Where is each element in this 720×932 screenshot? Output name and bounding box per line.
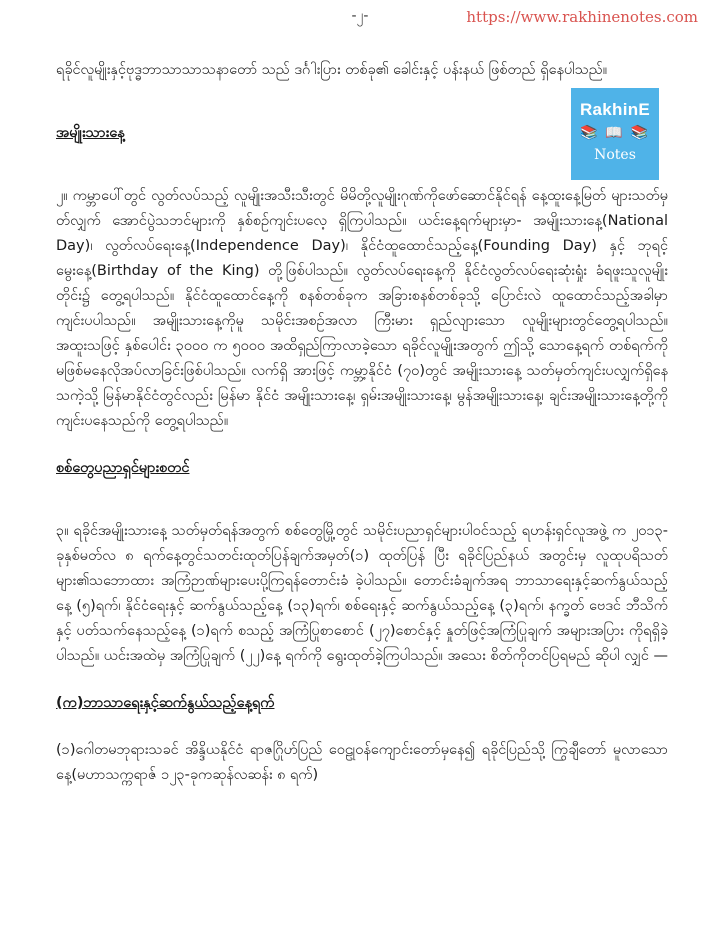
intro-paragraph: ရခိုင်လူမျိုးနှင့်ဗုဒ္ဓဘာသာသာသနာတော် သည် ဒင်္ဂါးပြား တစ်ခု၏ ခေါင်းနှင့် ပန်းနယ် ဖြစ်တည် ရှိနေပါသည်။ (56, 62, 608, 78)
logo-brand-text: RakhinE (579, 100, 651, 119)
section-heading-religious-days: (က)ဘာသာရေးနှင့်ဆက်နွယ်သည့်နေ့ရက် (56, 695, 275, 711)
paragraph-2: ၂။ ကမ္ဘာပေါ်တွင် လွတ်လပ်သည့် လူမျိုးအသီးသီးတွင် မိမိတို့လူမျိုးဂုဏ်ကိုဖော်ဆောင်နိုင်ရန် နေ့ထူးနေ့မြတ် များသတ်မှတ်လျှက် အောင်ပွဲသဘင်များကို နှစ်စဉ်ကျင်းပလေ့ ရှိကြပါသည်။ ယင်းနေ့ရက်များမှာ- အမျိုးသားနေ့(National Day)၊ လွတ်လပ်ရေးနေ့(Independence Day)၊ နိုင်ငံထူထောင်သည့်နေ့(Founding Day) နှင့် ဘုရင့်မွေးနေ့(Birthday of the King) တို့ဖြစ်ပါသည်။ လွတ်လပ်ရေးနေ့ကို နိုင်ငံလွတ်လပ်ရေးဆုံးရှုံး ခံရဖူးသူလူမျိုးတိုင်း၌ တွေ့ရပါသည်။ နိုင်ငံထူထောင်နေ့ကို စနစ်တစ်ခုက အခြားစနစ်တစ်ခုသို့ ပြောင်းလဲ ထူထောင်သည့်အခါမှာ ကျင်းပပါသည်။ အမျိုးသားနေ့ကိုမူ သမိုင်းအစဉ်အလာ ကြီးမား ရှည်လျားသော လူမျိုးများတွင်တွေ့ရပါသည်။ အထူးသဖြင့် နှစ်ပေါင်း ၃၀၀၀ က ၅၀၀၀ အထိရှည်ကြာလာခဲ့သော ရခိုင်လူမျိုးအတွက် ဤသို့ သောနေ့ရက် တစ်ရက်ကို မဖြစ်မနေလိုအပ်လာခြင်းဖြစ်ပါသည်။ လက်ရှိ အားဖြင့် ကမ္ဘာ့နိုင်ငံ (၇၀)တွင် အမျိုးသားနေ့ သတ်မှတ်ကျင်းပလျှက်ရှိနေသကဲ့သို့ မြန်မာနိုင်ငံတွင်လည်း မြန်မာ နိုင်ငံ အမျိုးသားနေ့၊ ရှမ်းအမျိုးသားနေ့၊ မွန်အမျိုးသားနေ့၊ ချင်းအမျိုးသားနေ့တို့ကို ကျင်းပနေသည်ကို တွေ့ရပါသည်။ (56, 188, 668, 429)
logo-sub-text: Notes (594, 147, 636, 163)
page-number: -၂- (351, 8, 369, 24)
section-heading-sittwe-scholars: စစ်တွေပညာရှင်များစတင် (56, 460, 190, 476)
section-heading-national-day: အမျိုးသားနေ့ (56, 125, 125, 141)
document-body (56, 58, 668, 788)
site-url-link[interactable]: https://www.rakhinenotes.com (466, 8, 698, 26)
paragraph-religious-day-1: (၁)ဂေါတမဘုရားသခင် အိန္ဒိယနိုင်ငံ ရာဇဂြိုဟ်ပြည် ဝေဠုဝန်ကျောင်းတော်မှနေ၍ ရခိုင်ပြည်သို့ ကြွချီတော် မူလာသောနေ့(မဟာသက္ကရာဇ် ၁၂၃-ခုကဆုန်လဆန်း ၈ ရက်) (56, 742, 668, 783)
paragraph-3: ၃။ ရခိုင်အမျိုးသားနေ့ သတ်မှတ်ရန်အတွက် စစ်တွေမြို့တွင် သမိုင်းပညာရှင်များပါဝင်သည့် ရဟန်းရှင်လူအဖွဲ့ က ၂၀၁၃-ခုနှစ်မတ်လ ၈ ရက်နေ့တွင်သတင်းထုတ်ပြန်ချက်အမှတ်(၁) ထုတ်ပြန် ပြီး ရခိုင်ပြည်နယ် အတွင်းမှ လူထုပရိသတ်များ၏သဘောထား အကြံဉာဏ်များပေးပို့ကြရန်တောင်းခံ ခဲ့ပါသည်။ တောင်းခံချက်အရ ဘာသာရေးနှင့်ဆက်နွယ်သည့်နေ့ (၅)ရက်၊ နိုင်ငံရေးနှင့် ဆက်နွယ်သည့်နေ့ (၁၃)ရက်၊ စစ်ရေးနှင့် ဆက်နွယ်သည့်နေ့ (၃)ရက်၊ နက္ခတ် ဗေဒင် ဘီသိက်နှင့် ပတ်သက်နေသည့်နေ့ (၁)ရက် စသည့် အကြံပြုစာစောင် (၂၇)စောင်နှင့် နှုတ်ဖြင့်အကြံပြုချက် အများအပြား ကိုရရှိခဲ့ပါသည်။ ယင်းအထဲမှ အကြံပြုချက် (၂၂)နေ့ ရက်ကို ရွေးထုတ်ခဲ့ကြပါသည်။ အသေး စိတ်ကိုတင်ပြရမည် ဆိုပါ လျှင် — (56, 523, 668, 664)
books-icon: 📚 📖 📚 (579, 124, 651, 140)
